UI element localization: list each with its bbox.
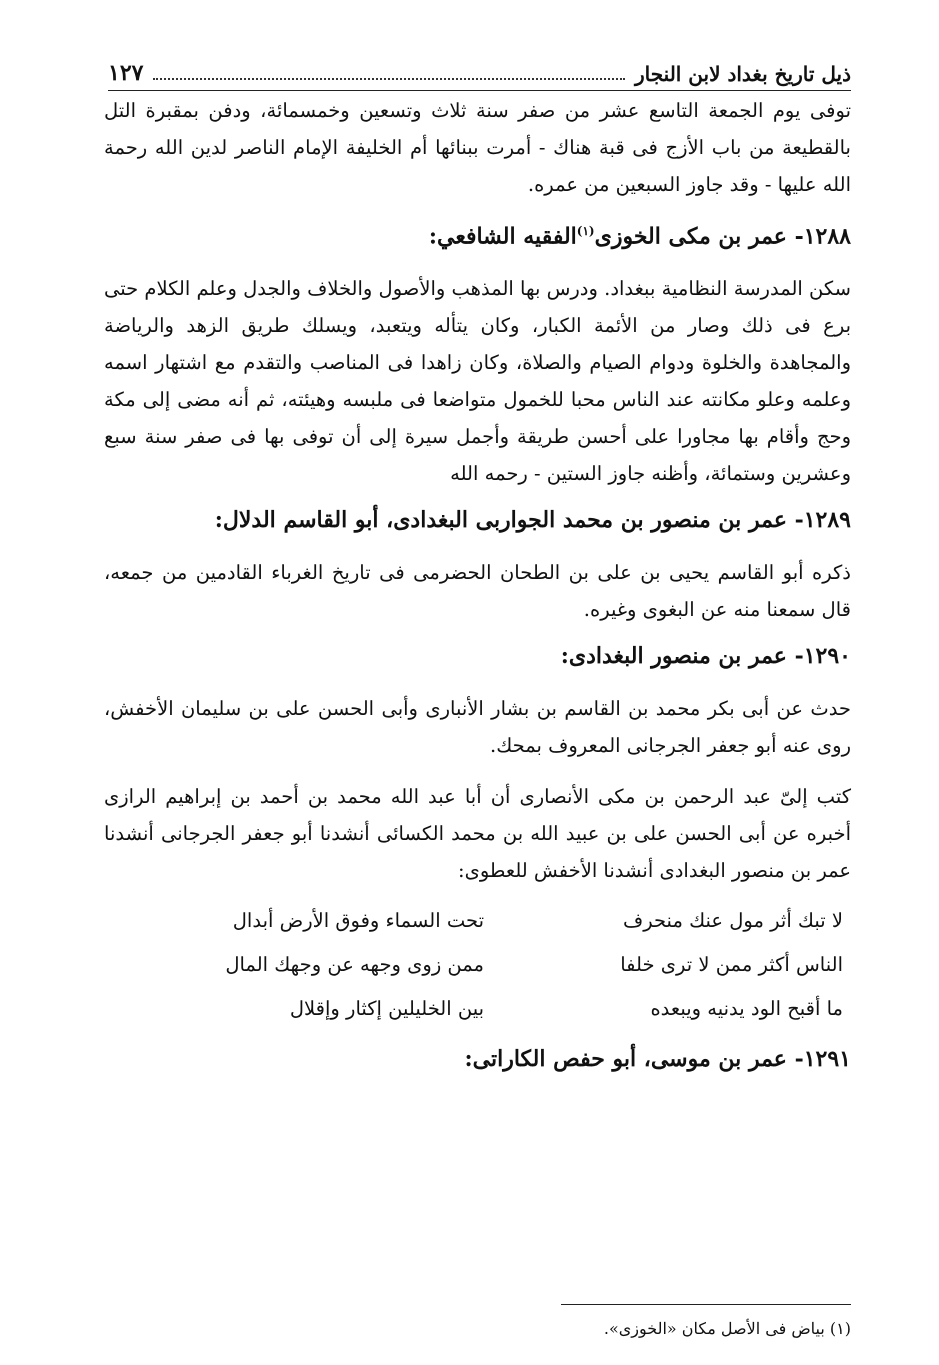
verse-first-hemistich: لا تبك أثر مول عنك منحرف: [623, 909, 843, 933]
page-number: ١٢٧: [108, 60, 144, 86]
entry-1290-paragraph-1: حدث عن أبى بكر محمد بن القاسم بن بشار الأنبارى وأبى الحسن على بن سليمان الأخفش، روى عنه أبو جعفر الجرجانى المعروف بمحك.: [104, 697, 851, 758]
verse-first-hemistich: الناس أكثر ممن لا ترى خلفا: [620, 953, 843, 977]
poem-verse: [104, 899, 851, 943]
verse-second-hemistich: تحت السماء وفوق الأرض أبدال: [232, 909, 484, 933]
entry-heading-1291: ١٢٩١- عمر بن موسى، أبو حفص الكاراتى:: [464, 1046, 851, 1073]
entry-1290-paragraph-2: كتب إلىّ عبد الرحمن بن مكى الأنصارى أن أبا عبد الله محمد بن أحمد بن إبراهيم الرازى أخبره عن أبى الحسن على بن عبيد الله بن محمد الكسائى أنشدنا أبو جعفر الجرجانى أنشدنا عمر بن منصور البغدادى أنشدنا الأخفش للعطوى:: [104, 785, 851, 883]
verse-first-hemistich: ما أقبح الود يدنيه ويبعده: [650, 997, 843, 1021]
entry-heading-1289: ١٢٨٩- عمر بن منصور بن محمد الجواربى البغدادى، أبو القاسم الدلال:: [214, 507, 851, 534]
entry-heading-1290: ١٢٩٠- عمر بن منصور البغدادى:: [560, 643, 851, 670]
footnote-marker: (١): [576, 224, 595, 238]
intro-paragraph: توفى يوم الجمعة التاسع عشر من صفر سنة ثلاث وتسعين وخمسمائة، ودفن بمقبرة التل بالقطيعة من باب الأزج فى قبة هناك - أمرت ببنائها أم الخليفة الإمام الناصر لدين الله رحمة الله عليها - وقد جاوز السبعين من عمره.: [104, 99, 851, 196]
running-header: [108, 46, 851, 91]
entry-1288-paragraph: سكن المدرسة النظامية ببغداد. ودرس بها المذهب والأصول والخلاف والجدل وعلم الكلام حتى برع فى ذلك وصار من الأئمة الكبار، وكان يتأله ويتعبد، ويسلك طريق الزهد والرياضة والمجاهدة والخلوة ودوام الصيام والصلاة، وكان زاهدا فى المناصب والتقدم مع اشتهار اسمه وعلمه وعلو مكانته عند الناس محبا للخمول متواضعا فى ملبسه وهيئته، ثم أنه مضى إلى مكة وحج وأقام بها مجاورا على أحسن طريقة وأجمل سيرة إلى أن توفى بها فى صفر سنة سبع وعشرين وستمائة، وأظنه جاوز الستين - رحمه الله: [104, 277, 851, 486]
poem-verse: [104, 943, 851, 987]
running-title: ذيل تاريخ بغداد لابن النجار: [635, 62, 851, 86]
header-dot-leader: [153, 78, 625, 80]
footnote-divider: [561, 1304, 851, 1305]
poem: [104, 899, 851, 1031]
entry-heading-1288: [104, 211, 851, 256]
verse-second-hemistich: ممن زوى وجهه عن وجهك المال: [225, 953, 484, 977]
footnote: (١) بياض فى الأصل مكان «الخوزى».: [603, 1319, 851, 1338]
page-body: [104, 92, 851, 1093]
entry-heading-1288-tail: الفقيه الشافعي:: [428, 223, 577, 250]
entry-1289-paragraph: ذكره أبو القاسم يحيى بن على بن الطحان الحضرمى فى تاريخ الغرباء القادمين من جمعه، قال سمعنا منه عن البغوى وغيره.: [104, 561, 851, 622]
verse-second-hemistich: بين الخليلين إكثار وإقلال: [289, 997, 484, 1021]
poem-verse: [104, 987, 851, 1031]
entry-heading-1288-main: ١٢٨٨- عمر بن مكى الخوزى: [594, 223, 851, 250]
